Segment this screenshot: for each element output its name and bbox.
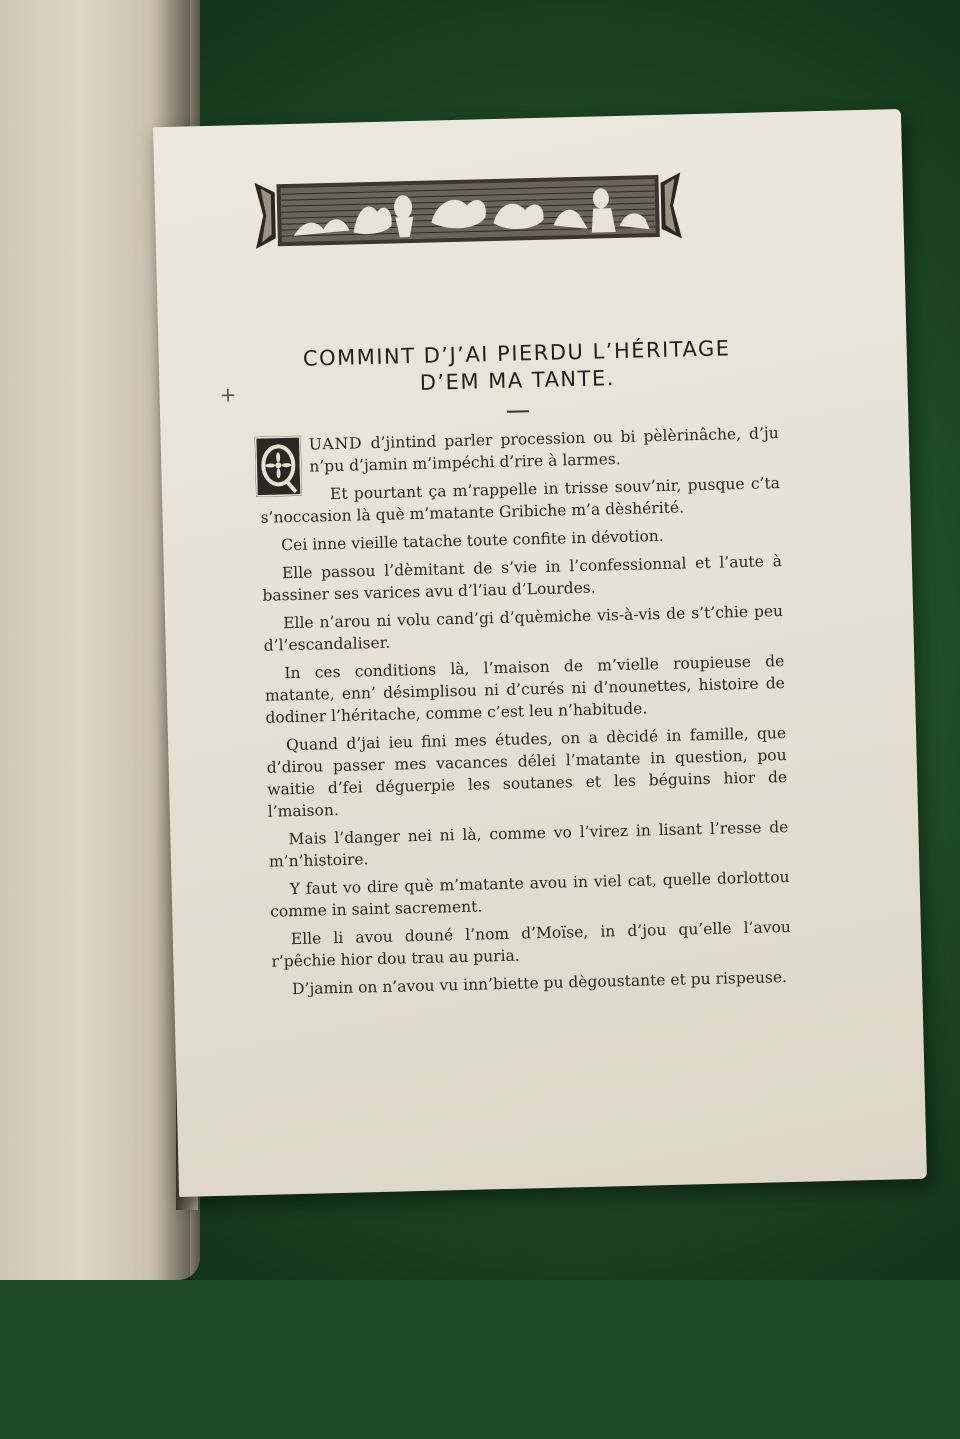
paragraph: In ces conditions là, l’maison de m’vielle roupieuse de matante, enn’ désimplisou ni d’curés ni d’nounettes, histoire de dodiner l’héritache, comme c’est leu n’habitude.: [264, 652, 786, 727]
title-rule: [507, 410, 529, 413]
paragraph: Quand d’jai ieu fini mes études, on a dècidé in famille, que d’dirou passer mes vacances délei l’matante in question, pou waitie d’fei déguerpie les soutanes et les béguins hior de l’maison.: [266, 724, 788, 821]
paragraph: Mais l’danger nei ni là, comme vo l’virez in lisant l’resse de m’n’histoire.: [268, 817, 789, 871]
right-page: [153, 109, 927, 1197]
engraved-headpiece-icon: [252, 166, 684, 254]
first-paragraph: [259, 422, 780, 479]
body-text: [259, 422, 793, 1001]
first-paragraph-text: d’jintind parler procession ou bi pèlèrinâche, d’ju n’pu d’jamin m’impéchi d’rire à larmes.: [309, 424, 779, 476]
paragraph: Et pourtant ça m’rappelle in trisse souv’nir, pusque c’ta s’noccasion là què m’matante Gribiche m’a dèshérité.: [260, 474, 781, 527]
ornamental-dropcap-icon: [255, 436, 302, 497]
margin-handwritten-mark: +: [219, 382, 237, 407]
paragraph: Y faut vo dire què m’matante avou in viel cat, quelle dorlottou comme in saint sacrement.: [270, 867, 790, 921]
chapter-title-line-1: COMMINT D’J’AI PIERDU L’HÉRITAGE: [302, 336, 731, 371]
first-word-smallcaps: UAND: [308, 434, 363, 454]
paragraph: Elle n’arou ni volu cand’gi d’quèmiche vis-à-vis de s’t’chie peu d’l’escandaliser.: [263, 602, 784, 655]
chapter-title-line-2: D’EM MA TANTE.: [419, 366, 616, 395]
paragraph: Elle li avou douné l’nom d’Moïse, in d’jou qu’elle l’avou r’pêchie hior dou trau au puria.: [271, 917, 791, 971]
paragraph: Cei inne vieille tatache toute confite in dévotion.: [281, 526, 664, 555]
paragraph: Elle passou l’dèmitant de s’vie in l’confessionnal et l’aute à bassiner ses varices avu d’l’iau d’Lourdes.: [262, 552, 783, 605]
page-content: [252, 164, 792, 1006]
chapter-title: [256, 334, 777, 401]
paragraph: D’jamin on n’avou vu inn’biette pu dègoustante et pu rispeuse.: [291, 968, 788, 999]
